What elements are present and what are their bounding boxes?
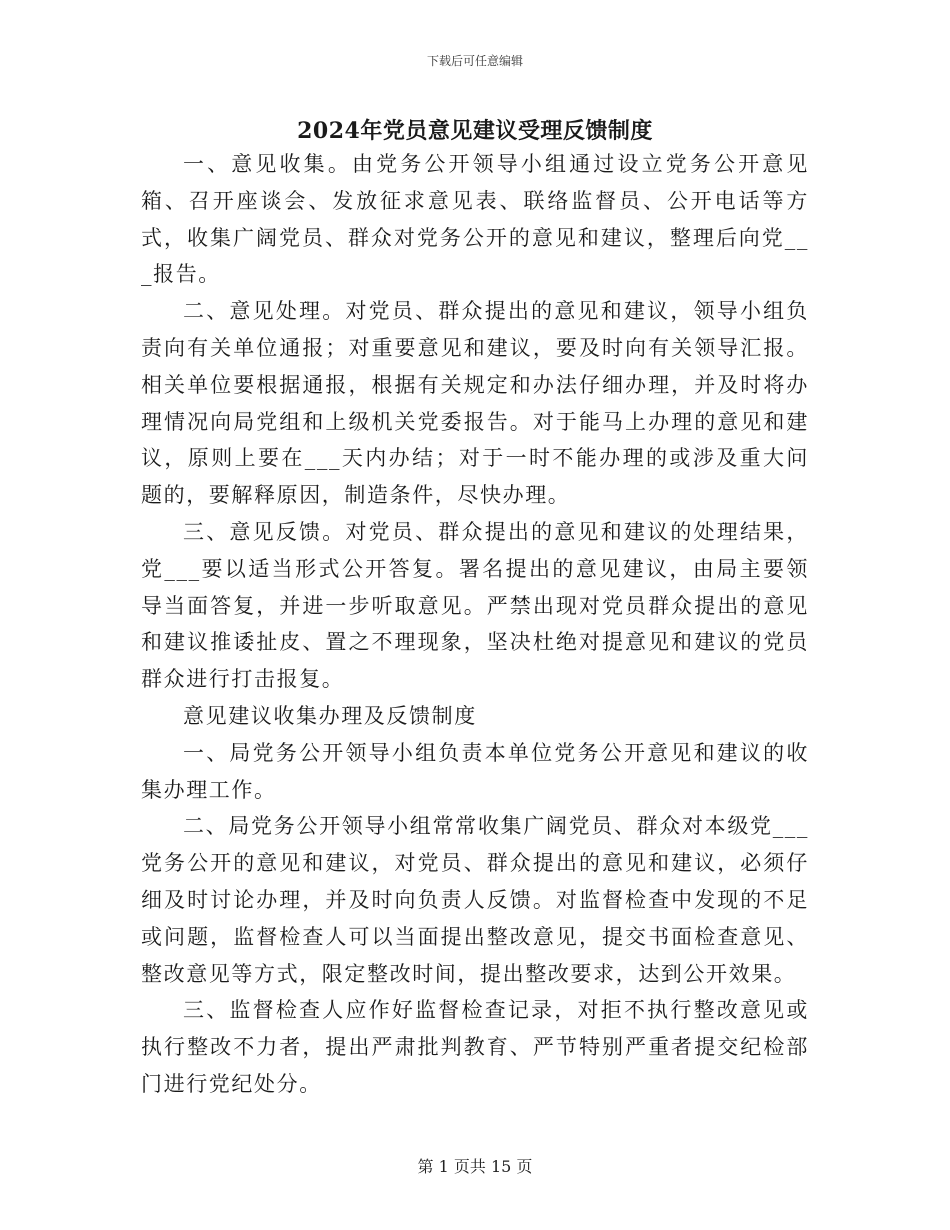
- paragraph-opinion-collection: 一、意见收集。由党务公开领导小组通过设立党务公开意见箱、召开座谈会、发放征求意见表、联络监督员、公开电话等方式，收集广阔党员、群众对党务公开的意见和建议，整理后向党___报告。: [141, 152, 809, 287]
- document-title: 2024年党员意见建议受理反馈制度: [297, 118, 653, 144]
- page-header: 下载后可任意编辑: [426, 54, 523, 68]
- document-body: [141, 146, 809, 1103]
- paragraph-supervision-record: 三、监督检查人应作好监督检查记录，对拒不执行整改意见或执行整改不力者，提出严肃批判教育、严节特别严重者提交纪检部门进行党纪处分。: [141, 998, 809, 1096]
- page-footer: 第 1 页共 15 页: [417, 1157, 533, 1176]
- paragraph-opinion-feedback: 三、意见反馈。对党员、群众提出的意见和建议的处理结果，党___要以适当形式公开答复。署名提出的意见建议，由局主要领导当面答复，并进一步听取意见。严禁出现对党员群众提出的意见和建议推诿扯皮、置之不理现象，坚决杜绝对提意见和建议的党员群众进行打击报复。: [141, 519, 809, 692]
- paragraph-collection-process: 二、局党务公开领导小组常常收集广阔党员、群众对本级党___党务公开的意见和建议，对党员、群众提出的意见和建议，必须仔细及时讨论办理，并及时向负责人反馈。对监督检查中发现的不足或问题，监督检查人可以当面提出整改意见，提交书面检查意见、整改意见等方式，限定整改时间，提出整改要求，达到公开效果。: [141, 814, 809, 986]
- section-subtitle: 意见建议收集办理及反馈制度: [183, 703, 477, 728]
- paragraph-opinion-handling: 二、意见处理。对党员、群众提出的意见和建议，领导小组负责向有关单位通报；对重要意见和建议，要及时向有关领导汇报。相关单位要根据通报，根据有关规定和办法仔细办理，并及时将办理情况向局党组和上级机关党委报告。对于能马上办理的意见和建议，原则上要在___天内办结；对于一时不能办理的或涉及重大问题的，要解释原因，制造条件，尽快办理。: [141, 299, 809, 508]
- paragraph-collection-responsibility: 一、局党务公开领导小组负责本单位党务公开意见和建议的收集办理工作。: [141, 740, 809, 802]
